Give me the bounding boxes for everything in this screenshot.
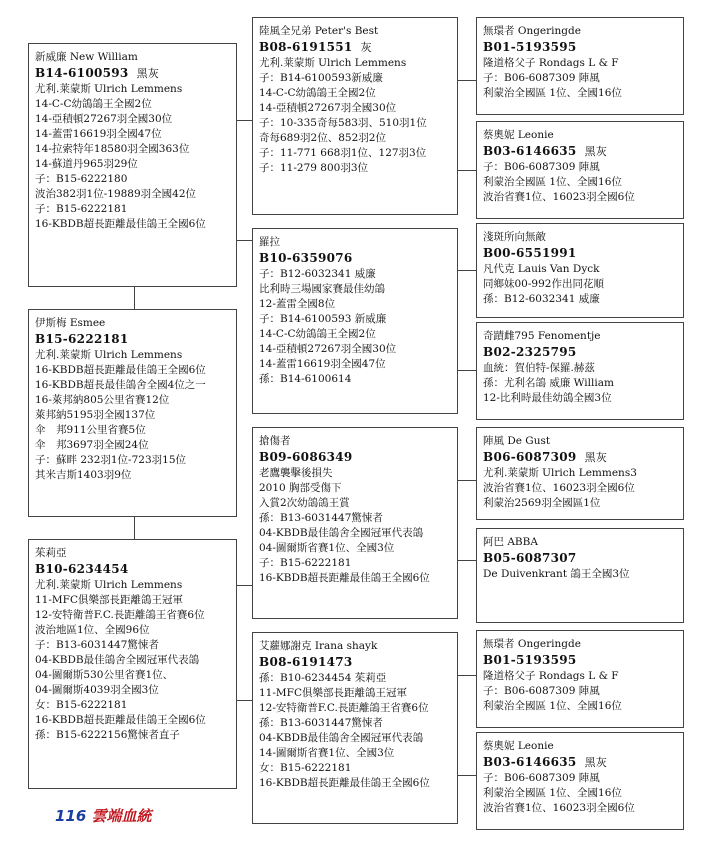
pedigree-line: 子：B06-6087309 陣風 [483, 72, 600, 84]
connector-ss-ssd [458, 170, 476, 171]
pedigree-line: 16-KBDB超長距離最佳鴿王全國6位 [259, 777, 430, 789]
ring-number: B15-6222181 [35, 332, 129, 346]
pedigree-line: 子：B15-6222181 [259, 557, 352, 569]
pedigree-line: 利蒙治全國區 1位、全國16位 [483, 87, 622, 99]
ring-number-row [483, 39, 677, 56]
pedigree-line: 尤利.莱蒙斯 Ulrich Lemmens [35, 83, 183, 95]
pedigree-line: 伞 邦3697羽全國24位 [35, 439, 149, 451]
pedigree-line: 凡代克 Lauis Van Dyck [483, 263, 600, 275]
pedigree-line: 14-亞積頓27267羽全國30位 [35, 113, 173, 125]
pedigree-line: 尤利.莱蒙斯 Ulrich Lemmens [35, 579, 183, 591]
pedigree-line: 孫：B13-6031447驚悚者 [259, 512, 383, 524]
pedigree-line: 孫：B10-6234454 茱莉亞 [259, 672, 387, 684]
pedigree-line: 04-KBDB最佳鴿舍全國冠軍代表鴿 [259, 732, 424, 744]
pedigree-line: 04-圖爾斯省賽1位、全國3位 [259, 542, 395, 554]
grand-dam-card [28, 539, 237, 789]
bird-name: 淺斑所向無敵 [483, 231, 546, 243]
pedigree-line: 波治382羽1位-19889羽全國42位 [35, 188, 197, 200]
pedigree-line: 14-亞積頓27267羽全國30位 [259, 102, 397, 114]
pedigree-line: 16-萊邦納805公里省賽12位 [35, 394, 170, 406]
pedigree-line: 11-MFC俱樂部長距離鴿王冠軍 [35, 594, 183, 606]
sire-dam-dam-card [476, 322, 684, 420]
pedigree-line: 血統：賀伯特-保羅.赫茲 [483, 362, 595, 374]
pedigree-line: 12-蓋雷全國8位 [259, 298, 336, 310]
dam-sire-dam-card [476, 528, 684, 623]
pedigree-line: 萊邦納5195羽全國137位 [35, 409, 156, 421]
dam-sire-card [252, 427, 458, 619]
sire-sire-dam-card [476, 121, 684, 219]
bird-name: 蔡奧妮 Leonie [483, 740, 554, 752]
ring-number: B08-6191551 [259, 40, 353, 54]
pedigree-line: 奇每689羽2位、852羽2位 [259, 132, 386, 144]
pedigree-line: 子：B14-6100593 新威廉 [259, 313, 387, 325]
connector-ss-sss [458, 80, 476, 81]
pedigree-line: 14-蓋雷16619羽全國47位 [35, 128, 162, 140]
pedigree-line: 子：B15-6222180 [35, 173, 128, 185]
connector-ds-dss [458, 480, 476, 481]
pedigree-line: 子：10-335奇每583羽、510羽1位 [259, 117, 427, 129]
connector-sd-sdd [458, 370, 476, 371]
connector-sire-sd [237, 240, 252, 241]
pedigree-line: 子：B14-6100593新威廉 [259, 72, 383, 84]
ring-number-row [259, 250, 451, 267]
pedigree-line: 同鄉妹00-992作出同花順 [483, 278, 604, 290]
pedigree-line: 14-C-C幼鴿鴿王全國2位 [259, 87, 376, 99]
pedigree-line: 孫：B13-6031447驚悚者 [259, 717, 383, 729]
pedigree-line: 孫：B12-6032341 威廉 [483, 293, 600, 305]
pedigree-line: 16-KBDB超長距離最佳鴿王全國6位 [35, 364, 206, 376]
pedigree-line: 04-KBDB最佳鴿舍全國冠軍代表鴿 [35, 654, 200, 666]
pedigree-line: 子：B13-6031447驚悚者 [35, 639, 159, 651]
logo-number: 116 [55, 807, 87, 825]
bird-name: 羅拉 [259, 236, 280, 248]
pedigree-line: 利蒙治全國區 1位、全國16位 [483, 787, 622, 799]
pedigree-line: 孫：B15-6222156驚悚者直子 [35, 729, 180, 741]
pedigree-line: 04-圖爾斯4039羽全國3位 [35, 684, 159, 696]
pedigree-line: 16-KBDB超長距離最佳鴿王全國6位 [35, 714, 206, 726]
ring-number: B09-6086349 [259, 450, 353, 464]
ring-number: B06-6087309 [483, 450, 577, 464]
pedigree-line: 子：B12-6032341 威廉 [259, 268, 376, 280]
feather-color: 灰 [360, 41, 372, 54]
pedigree-line: 子：11-279 800羽3位 [259, 162, 369, 174]
pedigree-line: 04-KBDB最佳鴿舍全國冠軍代表鴿 [259, 527, 424, 539]
connector-sire-dam [134, 287, 135, 309]
ring-number: B02-2325795 [483, 345, 577, 359]
pedigree-line: 16-KBDB超長距離最佳鴿王全國6位 [259, 572, 430, 584]
ring-number-row [35, 561, 230, 578]
pedigree-line: 16-KBDB超長距離最佳鴿王全國6位 [35, 218, 206, 230]
pedigree-line: 14-圖爾斯省賽1位、全國3位 [259, 747, 395, 759]
pedigree-line: 入賞2次幼鴿鴿王賞 [259, 497, 350, 509]
pedigree-line: 波治地區1位、全國96位 [35, 624, 150, 636]
pedigree-line: 孫：B14-6100614 [259, 373, 352, 385]
ring-number-row [483, 754, 677, 771]
pedigree-line: 波治省賽1位、16023羽全國6位 [483, 482, 635, 494]
pedigree-line: 子：蘇畔 232羽1位-723羽15位 [35, 454, 187, 466]
bird-name: 無環者 Ongeringde [483, 25, 581, 37]
pedigree-line: 女：B15-6222181 [35, 699, 128, 711]
pedigree-line: 14-蘇道丹965羽29位 [35, 158, 138, 170]
pedigree-line: 16-KBDB超長最佳鴿舍全國4位之一 [35, 379, 206, 391]
connector-dam2-dd [237, 700, 252, 701]
bird-name: 蔡奧妮 Leonie [483, 129, 554, 141]
connector-dd-ddd [458, 775, 476, 776]
pedigree-line: 12-安特衛普F.C.長距離鴿王省賽6位 [35, 609, 205, 621]
bird-name: 伊斯梅 Esmee [35, 317, 106, 329]
bird-name: 新威廉 New William [35, 51, 138, 63]
pedigree-line: 子：B06-6087309 陣風 [483, 685, 600, 697]
connector-sd-sds [458, 270, 476, 271]
ring-number: B03-6146635 [483, 144, 577, 158]
sire-dam-card [252, 228, 458, 414]
pedigree-line: 其米吉斯1403羽9位 [35, 469, 132, 481]
bird-name: 無環者 Ongeringde [483, 638, 581, 650]
connector-dam-dam2 [134, 517, 135, 539]
feather-color: 黑灰 [136, 67, 160, 80]
pedigree-line: 14-亞積頓27267羽全國30位 [259, 343, 397, 355]
dam-dam-card [252, 632, 458, 824]
connector-ds-dsd [458, 560, 476, 561]
pedigree-line: 老鷹襲擊後損失 [259, 467, 333, 479]
ring-number: B00-6551991 [483, 246, 577, 260]
bird-name: 阿巴 ABBA [483, 536, 538, 548]
ring-number-row [259, 39, 451, 56]
pedigree-line: 子：11-771 668羽1位、127羽3位 [259, 147, 427, 159]
sire-sire-sire-card [476, 17, 684, 115]
pedigree-line: 14-C-C幼鴿鴿王全國2位 [259, 328, 376, 340]
pedigree-line: 尤利.莱蒙斯 Ulrich Lemmens3 [483, 467, 637, 479]
ring-number-row [35, 65, 230, 82]
pedigree-line: 14-C-C幼鴿鴿王全國2位 [35, 98, 152, 110]
pedigree-line: 12-比利時最佳幼鴿全國3位 [483, 392, 612, 404]
dam-card [28, 309, 237, 517]
pedigree-line: 孫：尤利名鴿 威廉 William [483, 377, 614, 389]
pedigree-line: 隆道格父子 Rondags L & F [483, 670, 619, 682]
feather-color: 黑灰 [584, 451, 608, 464]
ring-number-row [483, 143, 677, 160]
bird-name: 陣風 De Gust [483, 435, 551, 447]
pedigree-line: 比利時三場國家賽最佳幼鴿 [259, 283, 385, 295]
ring-number: B10-6234454 [35, 562, 129, 576]
ring-number: B10-6359076 [259, 251, 353, 265]
ring-number: B08-6191473 [259, 655, 353, 669]
pedigree-line: 14-拉索特年18580羽全國363位 [35, 143, 190, 155]
pedigree-line: 伞 邦911公里省賽5位 [35, 424, 146, 436]
sire-dam-sire-card [476, 223, 684, 318]
sire-sire-card [252, 17, 458, 215]
pedigree-line: 12-安特衛普F.C.長距離鴿王省賽6位 [259, 702, 429, 714]
dam-dam-dam-card [476, 732, 684, 830]
pedigree-line: 子：B06-6087309 陣風 [483, 772, 600, 784]
pedigree-line: 子：B06-6087309 陣風 [483, 161, 600, 173]
pedigree-line: 女：B15-6222181 [259, 762, 352, 774]
brand-logo [55, 805, 152, 826]
ring-number-row [483, 449, 677, 466]
dam-dam-sire-card [476, 630, 684, 728]
logo-text: 雲端血統 [91, 807, 152, 825]
pedigree-line: 隆道格父子 Rondags L & F [483, 57, 619, 69]
pedigree-line: 波治省賽1位、16023羽全國6位 [483, 191, 635, 203]
ring-number-row [259, 449, 451, 466]
ring-number: B03-6146635 [483, 755, 577, 769]
ring-number-row [483, 344, 677, 361]
ring-number: B01-5193595 [483, 40, 577, 54]
pedigree-line: 14-蓋雷16619羽全國47位 [259, 358, 386, 370]
connector-dam2-ds [237, 585, 252, 586]
pedigree-line: De Duivenkrant 鴿王全國3位 [483, 568, 630, 580]
connector-dd-dds [458, 675, 476, 676]
ring-number-row [483, 652, 677, 669]
pedigree-line: 波治省賽1位、16023羽全國6位 [483, 802, 635, 814]
pedigree-line: 利蒙治全國區 1位、全國16位 [483, 176, 622, 188]
sire-card [28, 43, 237, 287]
ring-number: B01-5193595 [483, 653, 577, 667]
pedigree-line: 2010 胸部受傷下 [259, 482, 342, 494]
pedigree-line: 尤利.莱蒙斯 Ulrich Lemmens [35, 349, 183, 361]
feather-color: 黑灰 [584, 756, 608, 769]
pedigree-line: 利蒙治2569羽全國區1位 [483, 497, 601, 509]
pedigree-line: 尤利.莱蒙斯 Ulrich Lemmens [259, 57, 407, 69]
pedigree-line: 子：B15-6222181 [35, 203, 128, 215]
connector-sire-ss [237, 120, 252, 121]
ring-number-row [483, 550, 677, 567]
ring-number-row [259, 654, 451, 671]
ring-number-row [483, 245, 677, 262]
bird-name: 陸風全兄弟 Peter's Best [259, 25, 379, 37]
feather-color: 黑灰 [584, 145, 608, 158]
ring-number: B14-6100593 [35, 66, 129, 80]
pedigree-line: 利蒙治全國區 1位、全國16位 [483, 700, 622, 712]
ring-number-row [35, 331, 230, 348]
bird-name: 搶傷者 [259, 435, 291, 447]
pedigree-line: 11-MFC俱樂部長距離鴿王冠軍 [259, 687, 407, 699]
pedigree-line: 04-圖爾斯530公里省賽1位、 [35, 669, 174, 681]
ring-number: B05-6087307 [483, 551, 577, 565]
bird-name: 艾蘿娜謝克 Irana shayk [259, 640, 378, 652]
bird-name: 奇蹟雌795 Fenomentje [483, 330, 601, 342]
dam-sire-sire-card [476, 427, 684, 520]
bird-name: 茱莉亞 [35, 547, 67, 559]
